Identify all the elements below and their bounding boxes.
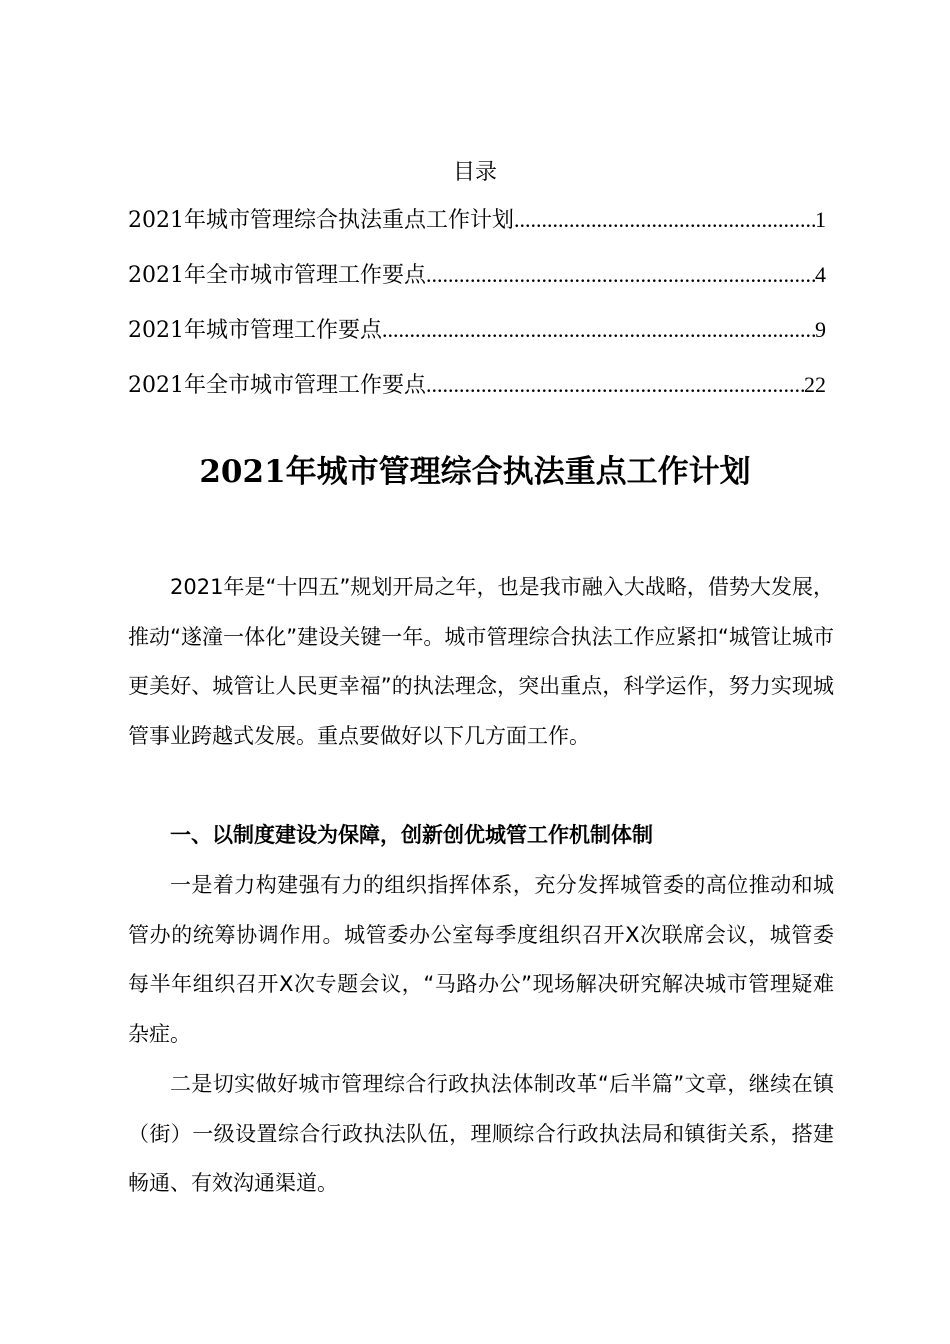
toc-entry-label: 2021年城市管理工作要点 <box>128 318 382 343</box>
toc-entry[interactable] <box>128 370 826 425</box>
document-title: 2021年城市管理综合执法重点工作计划 <box>199 454 751 490</box>
toc-entry[interactable] <box>128 260 826 315</box>
toc-entry[interactable] <box>128 315 826 370</box>
toc-title: 目录 <box>452 160 497 185</box>
toc-entry-page: 9 <box>815 317 826 342</box>
toc-leader-dots <box>514 205 815 235</box>
body-paragraph: 一是着力构建强有力的组织指挥体系，充分发挥城管委的高位推动和城管办的统筹协调作用。城管委办公室每季度组织召开X次联席会议，城管委每半年组织召开X次专题会议，“马路办公”现场解决研究解决城市管理疑难杂症。 <box>128 873 834 1046</box>
toc-entry-page: 1 <box>815 207 826 232</box>
toc-entry-page: 4 <box>815 262 826 287</box>
toc-entry-label: 2021年全市城市管理工作要点 <box>128 263 426 288</box>
table-of-contents <box>128 205 826 425</box>
toc-leader-dots <box>426 370 804 400</box>
section-heading: 一、以制度建设为保障，创新创优城管工作机制体制 <box>170 823 653 847</box>
body-paragraph: 二是切实做好城市管理综合行政执法体制改革“后半篇”文章，继续在镇（街）一级设置综合行政执法队伍，理顺综合行政执法局和镇街关系，搭建畅通、有效沟通渠道。 <box>128 1072 834 1195</box>
toc-entry[interactable] <box>128 205 826 260</box>
toc-entry-page: 22 <box>804 372 826 397</box>
toc-entry-label: 2021年全市城市管理工作要点 <box>128 373 426 398</box>
toc-entry-label: 2021年城市管理综合执法重点工作计划 <box>128 208 514 233</box>
intro-paragraph: 2021年是“十四五”规划开局之年，也是我市融入大战略，借势大发展，推动“遂潼一体化”建设关键一年。城市管理综合执法工作应紧扣“城管让城市更美好、城管让人民更幸福”的执法理念，突出重点，科学运作，努力实现城管事业跨越式发展。重点要做好以下几方面工作。 <box>128 575 834 748</box>
toc-leader-dots <box>426 260 815 290</box>
toc-leader-dots <box>382 315 815 345</box>
